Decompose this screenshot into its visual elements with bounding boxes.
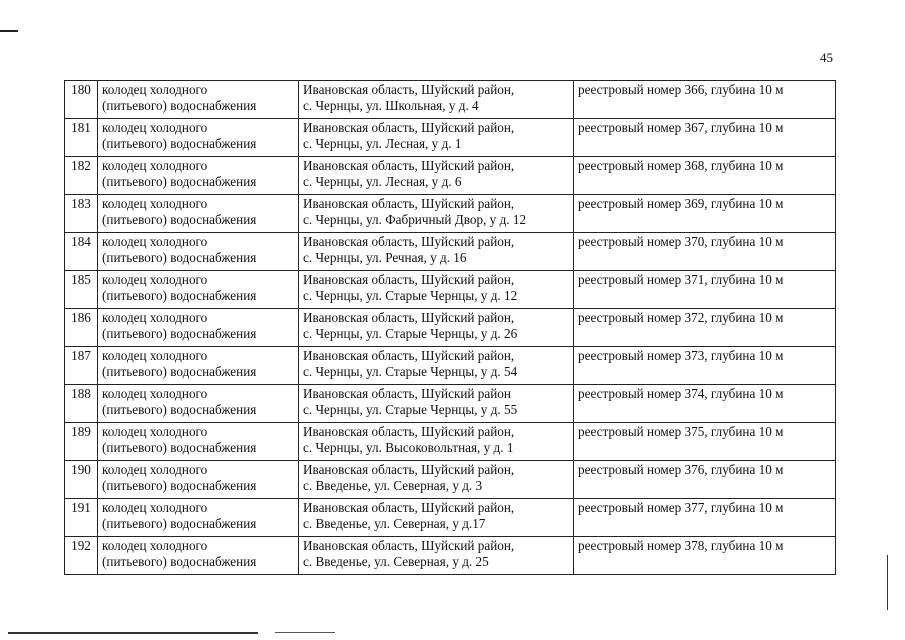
row-number-cell bbox=[65, 385, 98, 423]
characteristics-text: реестровый номер 370, глубина 10 м bbox=[578, 234, 784, 249]
characteristics-text: реестровый номер 369, глубина 10 м bbox=[578, 196, 784, 211]
address-cell bbox=[299, 157, 574, 195]
address-line: с. Чернцы, ул. Школьная, у д. 4 bbox=[303, 98, 479, 113]
characteristics-text: реестровый номер 367, глубина 10 м bbox=[578, 120, 784, 135]
address-cell bbox=[299, 385, 574, 423]
address-line: с. Чернцы, ул. Лесная, у д. 6 bbox=[303, 174, 462, 189]
row-number: 182 bbox=[71, 158, 91, 173]
address-cell bbox=[299, 537, 574, 575]
row-number-cell bbox=[65, 233, 98, 271]
characteristics-text: реестровый номер 373, глубина 10 м bbox=[578, 348, 784, 363]
scan-mark bbox=[0, 30, 18, 32]
row-number-cell bbox=[65, 461, 98, 499]
row-number-cell bbox=[65, 499, 98, 537]
characteristics-cell bbox=[574, 195, 836, 233]
object-name-line: (питьевого) водоснабжения bbox=[102, 212, 257, 227]
object-name-cell bbox=[98, 81, 299, 119]
table-row bbox=[65, 499, 836, 537]
row-number-cell bbox=[65, 195, 98, 233]
row-number-cell bbox=[65, 81, 98, 119]
table-row bbox=[65, 271, 836, 309]
characteristics-cell bbox=[574, 233, 836, 271]
object-name-cell bbox=[98, 309, 299, 347]
address-line: с. Чернцы, ул. Старые Чернцы, у д. 54 bbox=[303, 364, 518, 379]
registry-table bbox=[64, 80, 836, 575]
object-name-line: колодец холодного bbox=[102, 500, 208, 515]
address-line: Ивановская область, Шуйский район bbox=[303, 386, 511, 401]
address-line: Ивановская область, Шуйский район, bbox=[303, 500, 515, 515]
address-line: Ивановская область, Шуйский район, bbox=[303, 196, 515, 211]
table-row bbox=[65, 233, 836, 271]
object-name-line: (питьевого) водоснабжения bbox=[102, 402, 257, 417]
row-number: 188 bbox=[71, 386, 91, 401]
address-line: с. Чернцы, ул. Высоковольтная, у д. 1 bbox=[303, 440, 514, 455]
object-name-cell bbox=[98, 461, 299, 499]
address-line: Ивановская область, Шуйский район, bbox=[303, 538, 515, 553]
row-number: 183 bbox=[71, 196, 91, 211]
object-name-line: (питьевого) водоснабжения bbox=[102, 326, 257, 341]
row-number: 189 bbox=[71, 424, 91, 439]
address-line: с. Чернцы, ул. Старые Чернцы, у д. 26 bbox=[303, 326, 518, 341]
address-line: Ивановская область, Шуйский район, bbox=[303, 424, 515, 439]
address-line: с. Чернцы, ул. Речная, у д. 16 bbox=[303, 250, 467, 265]
address-line: с. Введенье, ул. Северная, у д. 3 bbox=[303, 478, 483, 493]
object-name-line: колодец холодного bbox=[102, 82, 208, 97]
row-number: 184 bbox=[71, 234, 91, 249]
characteristics-cell bbox=[574, 499, 836, 537]
object-name-line: колодец холодного bbox=[102, 310, 208, 325]
address-line: Ивановская область, Шуйский район, bbox=[303, 310, 515, 325]
object-name-line: (питьевого) водоснабжения bbox=[102, 440, 257, 455]
object-name-line: (питьевого) водоснабжения bbox=[102, 174, 257, 189]
object-name-line: (питьевого) водоснабжения bbox=[102, 364, 257, 379]
address-line: с. Чернцы, ул. Лесная, у д. 1 bbox=[303, 136, 462, 151]
address-cell bbox=[299, 81, 574, 119]
characteristics-text: реестровый номер 378, глубина 10 м bbox=[578, 538, 784, 553]
object-name-cell bbox=[98, 423, 299, 461]
object-name-cell bbox=[98, 499, 299, 537]
address-line: с. Чернцы, ул. Фабричный Двор, у д. 12 bbox=[303, 212, 527, 227]
address-line: Ивановская область, Шуйский район, bbox=[303, 120, 515, 135]
characteristics-cell bbox=[574, 271, 836, 309]
object-name-cell bbox=[98, 195, 299, 233]
address-cell bbox=[299, 309, 574, 347]
address-cell bbox=[299, 271, 574, 309]
bottom-rule-short bbox=[275, 632, 335, 633]
row-number: 185 bbox=[71, 272, 91, 287]
table-row bbox=[65, 423, 836, 461]
table-row bbox=[65, 461, 836, 499]
object-name-cell bbox=[98, 271, 299, 309]
row-number-cell bbox=[65, 537, 98, 575]
address-line: с. Введенье, ул. Северная, у д. 25 bbox=[303, 554, 489, 569]
characteristics-text: реестровый номер 376, глубина 10 м bbox=[578, 462, 784, 477]
page-number: 45 bbox=[820, 50, 833, 65]
margin-mark bbox=[887, 555, 888, 610]
characteristics-cell bbox=[574, 385, 836, 423]
table-row bbox=[65, 81, 836, 119]
object-name-cell bbox=[98, 233, 299, 271]
row-number: 191 bbox=[71, 500, 91, 515]
row-number-cell bbox=[65, 347, 98, 385]
row-number: 181 bbox=[71, 120, 91, 135]
characteristics-text: реестровый номер 372, глубина 10 м bbox=[578, 310, 784, 325]
characteristics-text: реестровый номер 374, глубина 10 м bbox=[578, 386, 784, 401]
row-number: 190 bbox=[71, 462, 91, 477]
object-name-cell bbox=[98, 385, 299, 423]
row-number: 180 bbox=[71, 82, 91, 97]
address-line: Ивановская область, Шуйский район, bbox=[303, 272, 515, 287]
address-cell bbox=[299, 195, 574, 233]
object-name-line: колодец холодного bbox=[102, 234, 208, 249]
characteristics-cell bbox=[574, 347, 836, 385]
object-name-line: колодец холодного bbox=[102, 462, 208, 477]
object-name-line: (питьевого) водоснабжения bbox=[102, 478, 257, 493]
object-name-cell bbox=[98, 347, 299, 385]
table-row bbox=[65, 385, 836, 423]
characteristics-cell bbox=[574, 157, 836, 195]
object-name-line: (питьевого) водоснабжения bbox=[102, 554, 257, 569]
row-number: 192 bbox=[71, 538, 91, 553]
object-name-cell bbox=[98, 157, 299, 195]
table-row bbox=[65, 347, 836, 385]
address-line: Ивановская область, Шуйский район, bbox=[303, 158, 515, 173]
address-line: Ивановская область, Шуйский район, bbox=[303, 348, 515, 363]
object-name-cell bbox=[98, 119, 299, 157]
object-name-line: (питьевого) водоснабжения bbox=[102, 98, 257, 113]
object-name-cell bbox=[98, 537, 299, 575]
row-number-cell bbox=[65, 271, 98, 309]
object-name-line: (питьевого) водоснабжения bbox=[102, 516, 257, 531]
row-number-cell bbox=[65, 157, 98, 195]
address-cell bbox=[299, 499, 574, 537]
row-number: 186 bbox=[71, 310, 91, 325]
address-cell bbox=[299, 347, 574, 385]
table-row bbox=[65, 195, 836, 233]
table-row bbox=[65, 309, 836, 347]
characteristics-cell bbox=[574, 461, 836, 499]
address-cell bbox=[299, 233, 574, 271]
object-name-line: (питьевого) водоснабжения bbox=[102, 288, 257, 303]
object-name-line: колодец холодного bbox=[102, 348, 208, 363]
object-name-line: колодец холодного bbox=[102, 386, 208, 401]
row-number: 187 bbox=[71, 348, 91, 363]
address-line: с. Чернцы, ул. Старые Чернцы, у д. 12 bbox=[303, 288, 518, 303]
address-cell bbox=[299, 461, 574, 499]
table-row bbox=[65, 119, 836, 157]
characteristics-text: реестровый номер 371, глубина 10 м bbox=[578, 272, 784, 287]
object-name-line: колодец холодного bbox=[102, 158, 208, 173]
registry-table-body bbox=[65, 81, 836, 575]
characteristics-cell bbox=[574, 423, 836, 461]
address-line: Ивановская область, Шуйский район, bbox=[303, 234, 515, 249]
address-line: Ивановская область, Шуйский район, bbox=[303, 82, 515, 97]
row-number-cell bbox=[65, 423, 98, 461]
object-name-line: (питьевого) водоснабжения bbox=[102, 136, 257, 151]
bottom-rule bbox=[8, 632, 258, 634]
object-name-line: (питьевого) водоснабжения bbox=[102, 250, 257, 265]
characteristics-cell bbox=[574, 537, 836, 575]
row-number-cell bbox=[65, 119, 98, 157]
characteristics-cell bbox=[574, 119, 836, 157]
address-cell bbox=[299, 423, 574, 461]
address-line: с. Чернцы, ул. Старые Чернцы, у д. 55 bbox=[303, 402, 518, 417]
row-number-cell bbox=[65, 309, 98, 347]
object-name-line: колодец холодного bbox=[102, 424, 208, 439]
table-row bbox=[65, 157, 836, 195]
characteristics-text: реестровый номер 375, глубина 10 м bbox=[578, 424, 784, 439]
table-row bbox=[65, 537, 836, 575]
characteristics-text: реестровый номер 377, глубина 10 м bbox=[578, 500, 784, 515]
characteristics-cell bbox=[574, 309, 836, 347]
characteristics-text: реестровый номер 368, глубина 10 м bbox=[578, 158, 784, 173]
characteristics-cell bbox=[574, 81, 836, 119]
address-cell bbox=[299, 119, 574, 157]
object-name-line: колодец холодного bbox=[102, 120, 208, 135]
object-name-line: колодец холодного bbox=[102, 538, 208, 553]
address-line: Ивановская область, Шуйский район, bbox=[303, 462, 515, 477]
characteristics-text: реестровый номер 366, глубина 10 м bbox=[578, 82, 784, 97]
object-name-line: колодец холодного bbox=[102, 272, 208, 287]
object-name-line: колодец холодного bbox=[102, 196, 208, 211]
address-line: с. Введенье, ул. Северная, у д.17 bbox=[303, 516, 486, 531]
